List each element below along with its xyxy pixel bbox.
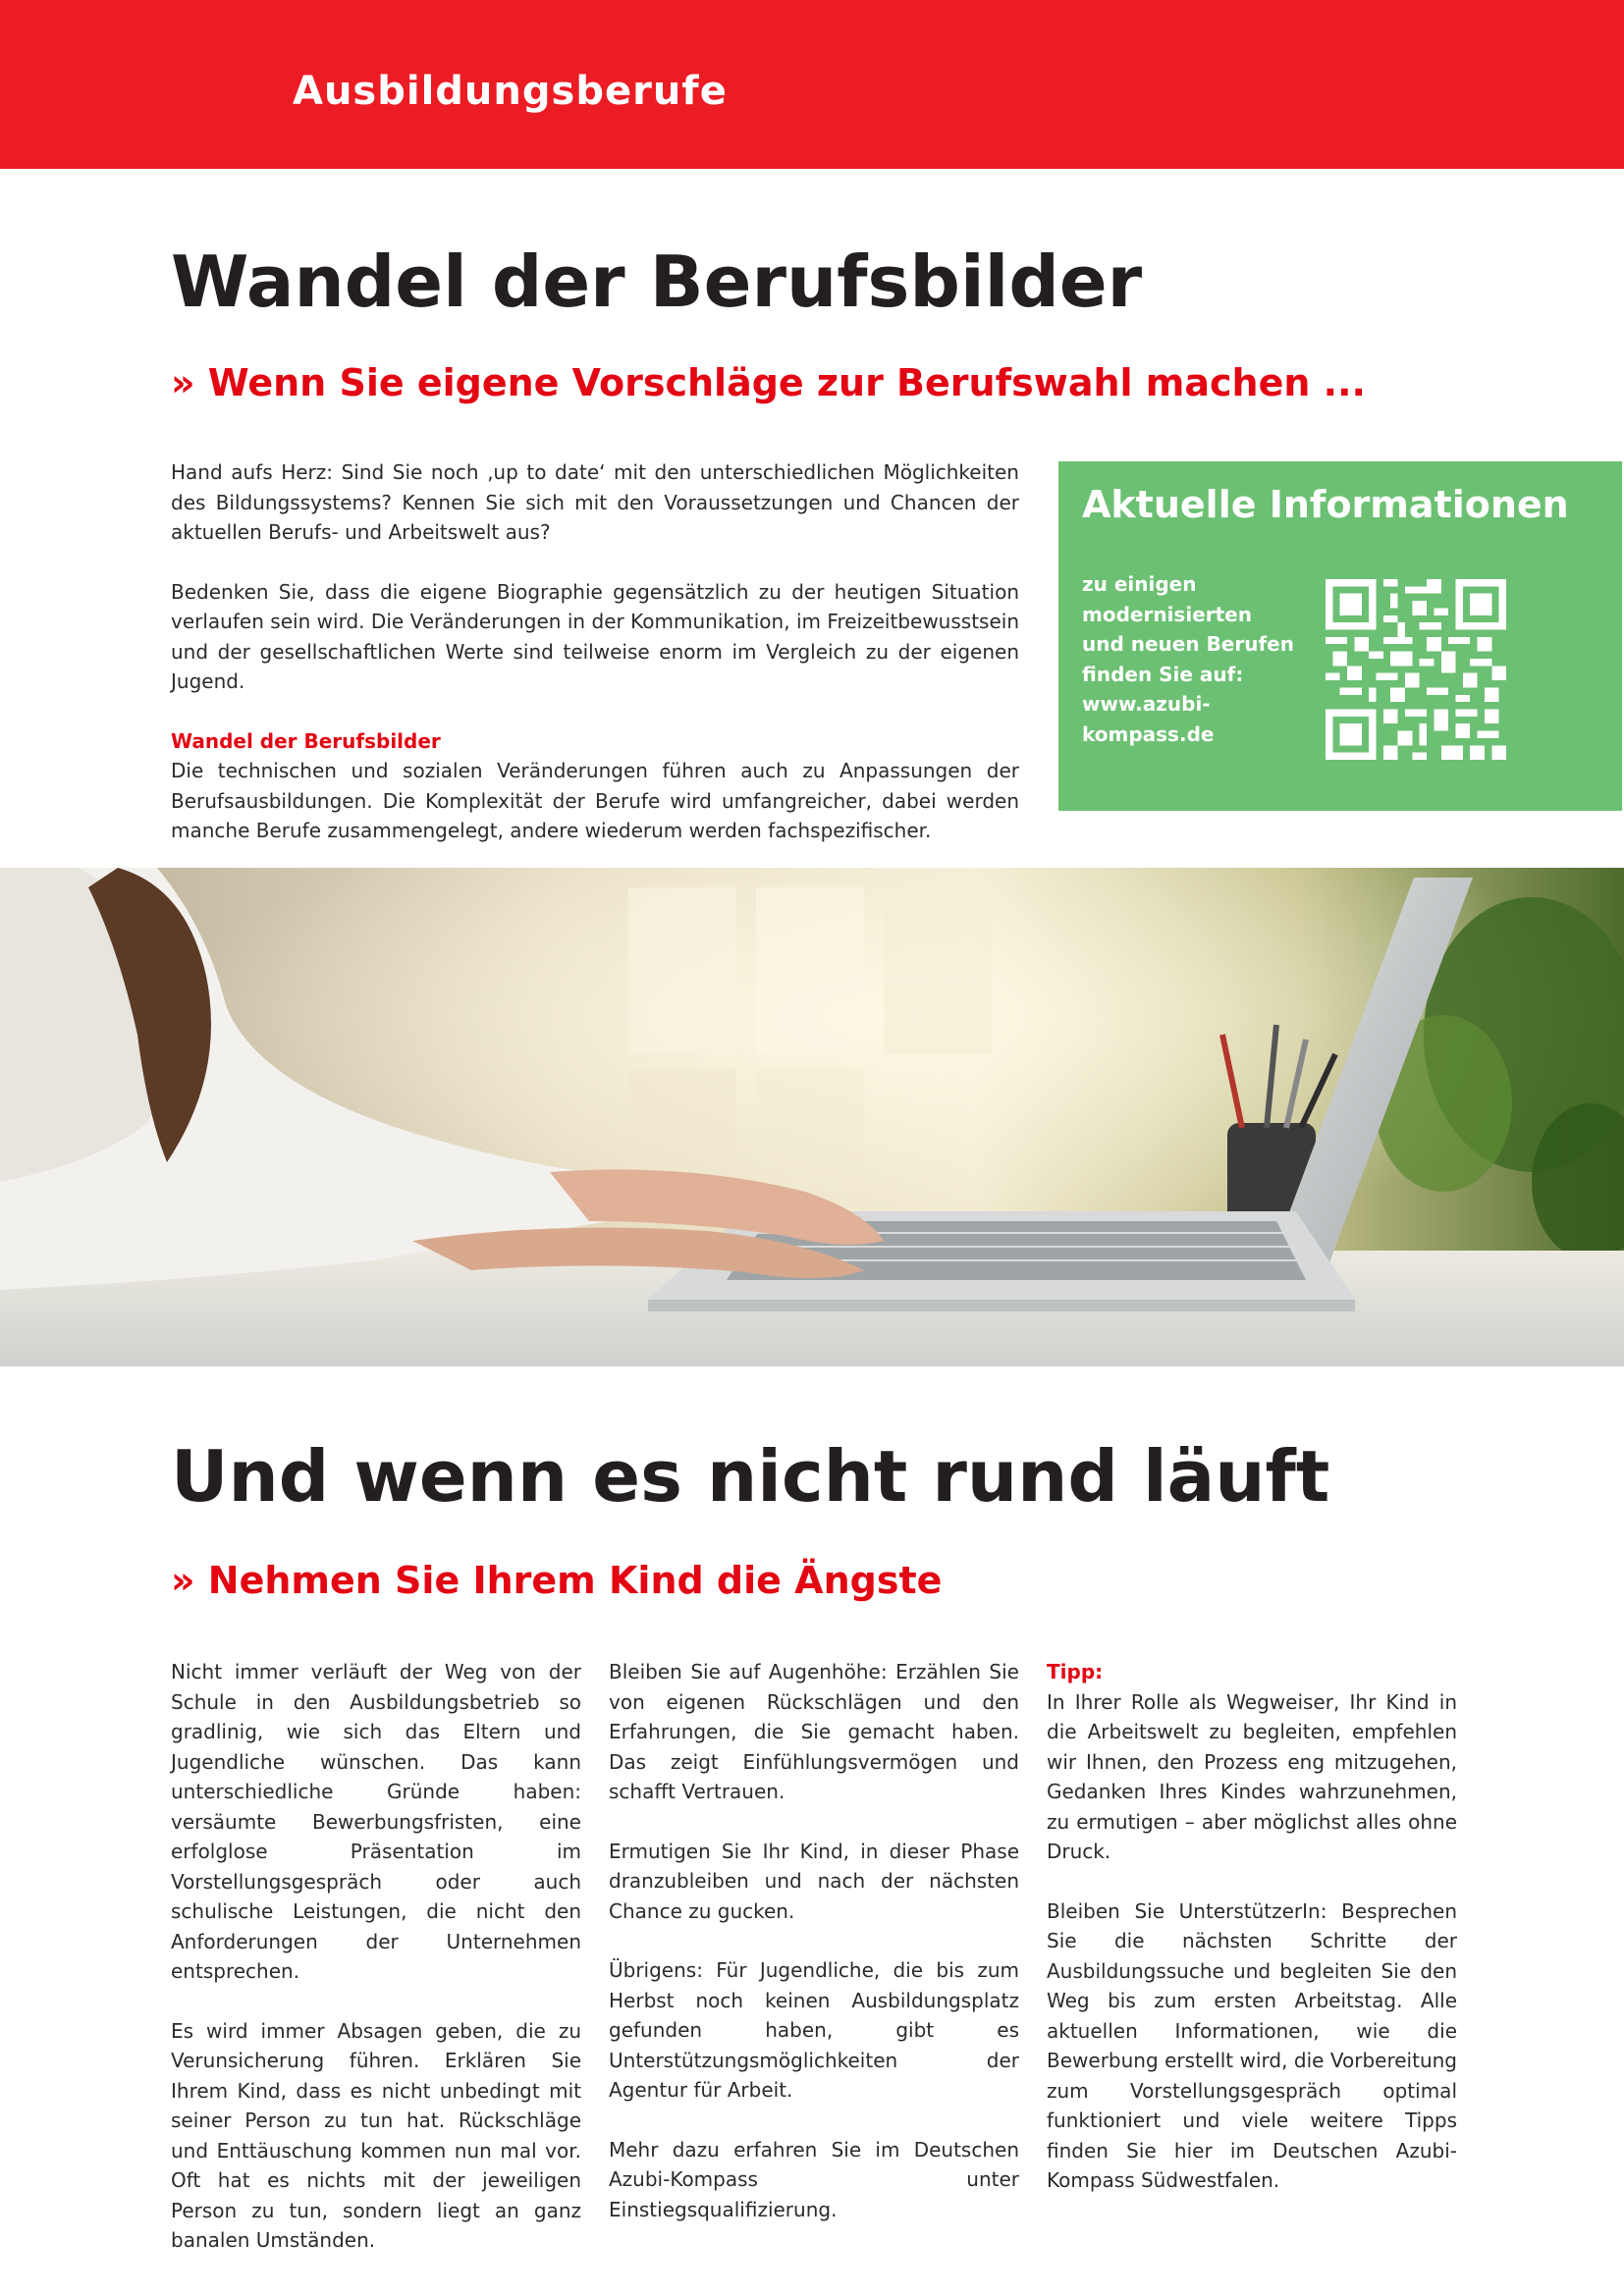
info-box-title: Aktuelle Informationen bbox=[1082, 483, 1569, 526]
tip-text: In Ihrer Rolle als Wegweiser, Ihr Kind in die Arbeitswelt zu begleiten, empfehlen wir Ihnen, den Prozess eng mitzugehen, Gedanken Ihres Kindes wahrzunehmen, zu ermutigen – aber möglichst alles ohne Druck. bbox=[1047, 1689, 1457, 1863]
article2-title: Und wenn es nicht rund läuft bbox=[171, 1435, 1330, 1518]
paragraph: Ermutigen Sie Ihr Kind, in dieser Phase dranzubleiben und nach der nächsten Chance zu gucken. bbox=[609, 1839, 1019, 1923]
column-2 bbox=[609, 1657, 1019, 2254]
subheading-text: Die technischen und sozialen Veränderungen führen auch zu Anpassungen der Berufsausbildungen. Die Komplexität der Berufe wird umfangreicher, dabei werden manche Berufe zusammengelegt, andere wiederum werden fachspezifischer. bbox=[171, 759, 1019, 842]
column-1 bbox=[171, 1657, 581, 2285]
paragraph: Hand aufs Herz: Sind Sie noch ‚up to date‘ mit den unterschiedlichen Möglichkeiten des Bildungssystems? Kennen Sie sich mit den Voraussetzungen und Chancen der aktuellen Berufs- und Arbeitswelt aus? bbox=[171, 460, 1019, 544]
paragraph: Bleiben Sie auf Augenhöhe: Erzählen Sie von eigenen Rückschlägen und den Erfahrungen, die Sie gemacht haben. Das zeigt Einfühlungsvermögen und schafft Vertrauen. bbox=[609, 1660, 1019, 1803]
paragraph: Übrigens: Für Jugendliche, die bis zum Herbst noch keinen Ausbildungsplatz gefunden haben, gibt es Unterstützungsmöglichkeiten der Agentur für Arbeit. bbox=[609, 1958, 1019, 2102]
article-title: Wandel der Berufsbilder bbox=[171, 240, 1143, 323]
photo-illustration bbox=[0, 868, 1624, 1366]
section-label: Ausbildungsberufe bbox=[293, 69, 728, 114]
info-box bbox=[1058, 461, 1622, 811]
article-body bbox=[171, 457, 1019, 846]
paragraph: Nicht immer verläuft der Weg von der Schule in den Ausbildungsbetrieb so gradlinig, wie sich das Eltern und Jugendliche wünschen. Das kann unterschiedliche Gründe haben: versäumte Bewerbungsfristen, eine erfolglose Präsentation im Vorstellungsgespräch oder auch schulische Leistungen, die nicht den Anforderungen der Unternehmen entsprechen. bbox=[171, 1660, 581, 1983]
paragraph bbox=[171, 726, 1019, 846]
header-banner bbox=[0, 0, 1624, 169]
article-subtitle: » Wenn Sie eigene Vorschläge zur Berufswahl machen ... bbox=[171, 361, 1366, 404]
subheading: Wandel der Berufsbilder bbox=[171, 728, 441, 753]
paragraph: Es wird immer Absagen geben, die zu Verunsicherung führen. Erklären Sie Ihrem Kind, dass es nicht unbedingt mit seiner Person zu tun hat. Rückschläge und Enttäuschung kommen nun mal vor. Oft hat es nichts mit der jeweiligen Person zu tun, sondern liegt an ganz banalen Umständen. bbox=[171, 2018, 581, 2252]
paragraph: Bleiben Sie UnterstützerIn: Besprechen Sie die nächsten Schritte der Ausbildungssuche und begleiten Sie den Weg bis zum ersten Arbeitstag. Alle aktuellen Informationen, wie die Bewerbung erstellt wird, die Vorbereitung zum Vorstellungsgespräch optimal funktioniert und viele weitere Tipps finden Sie hier im Deutschen Azubi-Kompass Südwestfalen. bbox=[1047, 1898, 1457, 2192]
paragraph: Bedenken Sie, dass die eigene Biographie gegensätzlich zu der heutigen Situation verlaufen sein wird. Die Veränderungen in der Kommunikation, im Freizeitbewusstsein und der gesellschaftlichen Werte sind teilweise enorm im Vergleich zu der eigenen Jugend. bbox=[171, 579, 1019, 693]
photo-woman-typing-on-laptop bbox=[0, 868, 1624, 1366]
paragraph: Mehr dazu erfahren Sie im Deutschen Azubi-Kompass unter Einstiegsqualifizierung. bbox=[609, 2137, 1019, 2221]
tip-heading: Tipp: bbox=[1047, 1660, 1104, 1683]
info-box-text: zu einigen modernisierten und neuen Berufen finden Sie auf: www.azubi-kompass.de bbox=[1082, 572, 1294, 746]
qr-code-icon[interactable] bbox=[1326, 579, 1506, 760]
article2-subtitle: » Nehmen Sie Ihrem Kind die Ängste bbox=[171, 1559, 943, 1602]
column-3 bbox=[1047, 1657, 1457, 2225]
paragraph bbox=[1047, 1657, 1457, 1867]
